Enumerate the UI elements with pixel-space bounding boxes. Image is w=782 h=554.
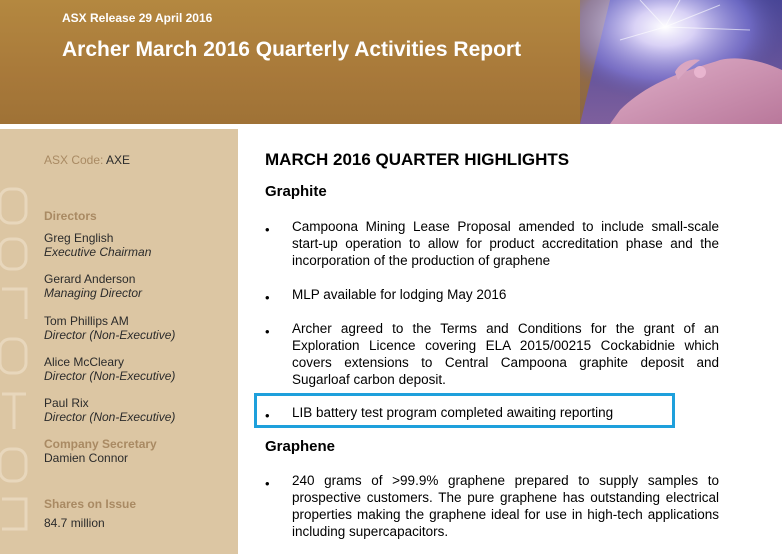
bullet-marker: • (265, 324, 270, 339)
highlights-heading: MARCH 2016 QUARTER HIGHLIGHTS (265, 150, 570, 169)
hand-light-illustration (580, 0, 782, 124)
shares-value: 84.7 million (44, 516, 105, 530)
directors-heading: Directors (44, 209, 97, 223)
list-item: Campoona Mining Lease Proposal amended to include small-scale start-up operation to allow for product accreditation phase and the incorporation of the production of graphene (292, 219, 719, 268)
list-item: Archer agreed to the Terms and Conditions for the grant of an Exploration Licence covering ELA 2015/00215 Cockabidnie which covers extensions to Central Campoona graphite deposit and Sugarloaf carbon deposit. (292, 321, 719, 387)
graphite-heading: Graphite (265, 183, 327, 200)
director-role: Executive Chairman (44, 245, 152, 259)
bullet-marker: • (265, 222, 270, 237)
bullet-marker: • (265, 476, 270, 491)
company-secretary-heading: Company Secretary (44, 437, 157, 451)
report-banner (0, 0, 782, 124)
company-secretary-name: Damien Connor (44, 451, 129, 465)
report-title: Archer March 2016 Quarterly Activities Report (62, 38, 522, 61)
company-sidebar (0, 129, 238, 554)
director-role: Director (Non-Executive) (44, 410, 176, 424)
director-name: Paul Rix (44, 396, 89, 410)
director-role: Managing Director (44, 286, 143, 300)
graphene-heading: Graphene (265, 438, 336, 455)
director-name: Gerard Anderson (44, 272, 136, 286)
release-date: ASX Release 29 April 2016 (62, 11, 213, 25)
list-item: MLP available for lodging May 2016 (292, 287, 507, 302)
shares-heading: Shares on Issue (44, 497, 137, 511)
watermark-text-decoration (0, 169, 34, 554)
director-name: Greg English (44, 231, 114, 245)
asx-code-label: ASX Code: (44, 153, 104, 167)
bullet-marker: • (265, 290, 270, 305)
director-role: Director (Non-Executive) (44, 328, 176, 342)
asx-code-value: AXE (106, 153, 131, 167)
list-item: LIB battery test program completed awaiting reporting (292, 405, 614, 420)
list-item: 240 grams of >99.9% graphene prepared to supply samples to prospective customers. The pure graphene has outstanding electrical properties making the graphene ideal for use in high-tech applications including supercapacitors. (292, 473, 719, 539)
director-name: Alice McCleary (44, 355, 125, 369)
asx-code (44, 153, 130, 167)
bullet-marker: • (265, 408, 270, 423)
director-name: Tom Phillips AM (44, 314, 129, 328)
director-role: Director (Non-Executive) (44, 369, 176, 383)
